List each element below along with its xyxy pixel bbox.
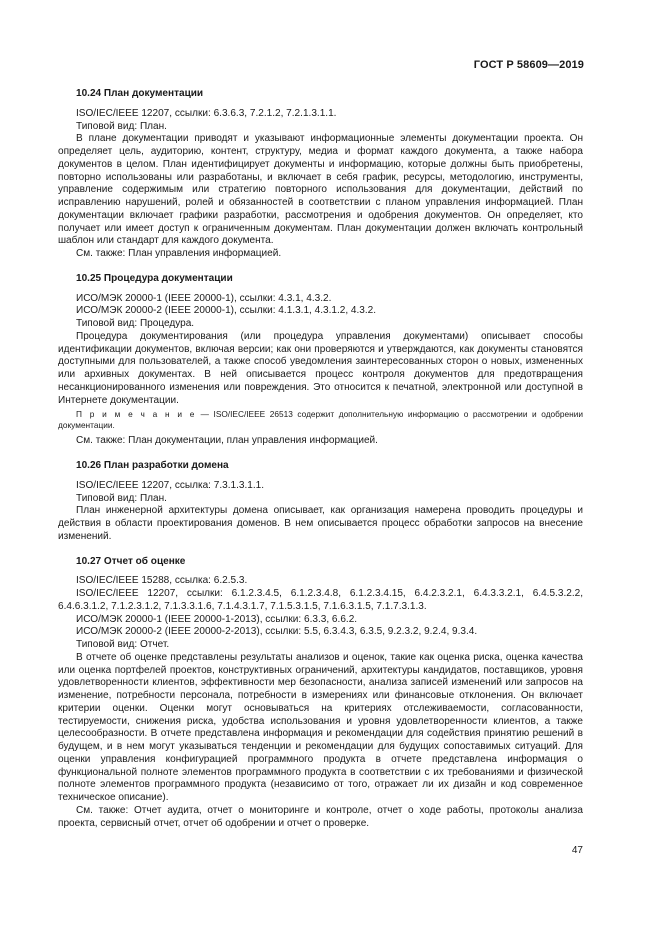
typical-view: Типовой вид: План. [76, 492, 167, 504]
see-also: См. также: Отчет аудита, отчет о мониторинге и контроле, отчет о ходе работы, протоколы анализа проекта, сервисный отчет, отчет об одобрении и отчет о проверке. [58, 804, 583, 829]
typical-view: Типовой вид: Процедура. [76, 318, 195, 329]
see-also: См. также: План управления информацией. [76, 248, 282, 259]
section-reference: ИСО/МЭК 20000-1 (IEEE 20000-1-2013), ссылки: 6.3.3, 6.6.2. [76, 613, 358, 625]
section-body: План инженерной архитектуры домена описывает, как организация намерена проводить процедуры и действия в области проектирования доменов. В нем описывается процесс обработки запросов на внесение изменений. [58, 505, 583, 542]
section-reference: ISO/IEC/IEEE 15288, ссылка: 6.2.5.3. [76, 575, 248, 587]
section-heading-10-26: 10.26 План разработки домена [76, 460, 229, 471]
section-body: В отчете об оценке представлены результаты анализов и оценок, такие как оценка риска, оценка качества или оценка портфелей проектов, конструктивных ограничений, архитектуры кандидатов, поставщиков, уровня удовлетворенности клиентов, эффективности мер безопасности, анализа записей изменений или запросов на изменение, потребности персонала, потребности в измерениях или финансовые отклонения. Он включает критерии оценки. Оценки могут основываться на критериях отслеживаемости, согласованности, тестируемости, снижения риска, удобства использования и уровня удовлетворенности клиентов, а также целесообразности. В отчете представлена информация и рекомендации для содействия принятию решений в будущем, и в нем могут указываться тенденции и рекомендации для будущих сопоставимых ситуаций. Для оценки управления конфигурацией программного продукта в отчете представлена информация о функциональной полноте элементов программного продукта в соответствии с их требованиями и физической полноте элементов программного продукта (независимо от того, отражает ли их дизайн и код современное техническое описание). [58, 651, 583, 803]
section-body: В плане документации приводят и указывают информационные элементы документации проекта. Он определяет цель, аудиторию, контент, структуру, медиа и формат каждого документа, а также набора документов в целом. План идентифицирует документы и информацию, которые должны быть приобретены, повторно использованы или разработаны, и включает в себя график, ресурсы, методологию, инструменты, управление содержимым или стратегию повторного использования для документации, действий по исправлению нарушений, ролей и обязанностей в соответствии с планом управления информацией. План документации включает графики разработки, рассмотрения и одобрения документов. Он определяет, кто получает или имеет доступ к ограниченным документам. План документации должен включать контрольный шаблон или стандарт для каждого документа. [58, 133, 583, 247]
section-heading-10-25: 10.25 Процедура документации [76, 272, 233, 284]
typical-view: Типовой вид: Отчет. [76, 639, 170, 650]
section-heading-10-27: 10.27 Отчет об оценке [76, 555, 186, 567]
section-body: Процедура документирования (или процедура управления документами) описывает способы идентификации документов, включая версии; как они проверяются и утверждаются, как документы становятся доступными для пользователей, а также способ уведомления заинтересованных сторон о новых, измененных или архивных документах. В ней описывается процесс контроля документов для предотвращения несанкционированного изменения или повреждения. Это относится к печатной, электронной или доступной в Интернете документации. [58, 330, 583, 406]
section-heading-10-24: 10.24 План документации [76, 88, 204, 99]
section-reference: ИСО/МЭК 20000-2 (IEEE 20000-2-2013), ссылки: 5.5, 6.3.4.3, 6.3.5, 9.2.3.2, 9.2.4, 9.3.4. [76, 626, 478, 638]
section-reference: ISO/IEC/IEEE 12207, ссылка: 7.3.1.3.1.1. [76, 479, 265, 491]
section-reference: ISO/IEC/IEEE 12207, ссылки: 6.1.2.3.4.5, 6.1.2.3.4.8, 6.1.2.3.4.15, 6.4.2.3.2.1, 6.4.3.3.2.1, 6.4.5.3.2.2, 6.4.6.3.1.2, 7.1.2.3.1.2, 7.1.3.3.1.6, 7.1.4.3.1.7, 7.1.5.3.1.5, 7.1.6.3.1.5, 7.1.7.3.1.3. [58, 588, 583, 612]
page-number: 47 [571, 845, 583, 856]
page-content [58, 88, 583, 830]
section-reference: ИСО/МЭК 20000-2 (IEEE 20000-1), ссылки: 4.1.3.1, 4.3.1.2, 4.3.2. [76, 305, 377, 317]
note-label: П р и м е ч а н и е [76, 409, 197, 420]
see-also: См. также: План документации, план управления информацией. [76, 435, 378, 447]
note-text: — ISO/IEC/IEEE 26513 содержит дополнительную информацию о рассмотрении и одобрении документации. [58, 409, 583, 431]
section-reference: ИСО/МЭК 20000-1 (IEEE 20000-1), ссылки: 4.3.1, 4.3.2. [76, 292, 332, 304]
standard-designation: ГОСТ Р 58609—2019 [473, 59, 584, 71]
section-reference: ISO/IEC/IEEE 12207, ссылки: 6.3.6.3, 7.2.1.2, 7.2.1.3.1.1. [76, 107, 337, 119]
note [58, 409, 583, 431]
typical-view: Типовой вид: План. [76, 120, 167, 132]
